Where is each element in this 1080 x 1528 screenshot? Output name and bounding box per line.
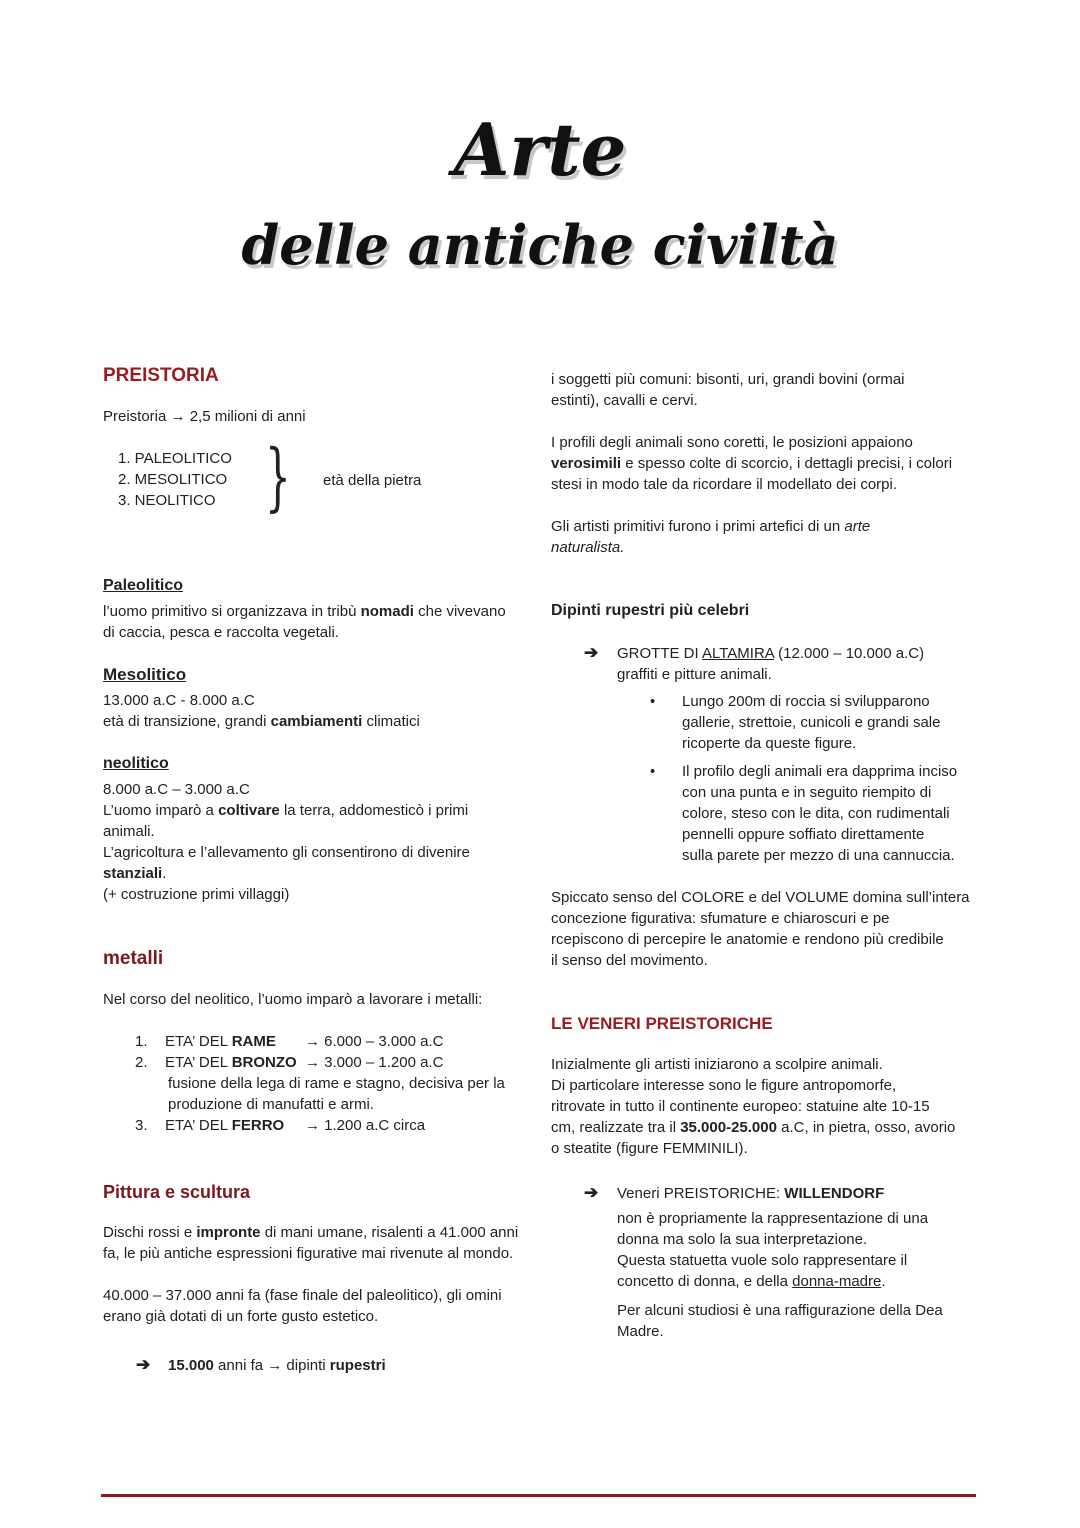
brace-label: età della pietra xyxy=(323,472,422,489)
willendorf-desc: Per alcuni studiosi è una raffigurazione della Dea xyxy=(617,1302,943,1319)
heading-metalli: metalli xyxy=(103,948,164,969)
neolitico-text: animali. xyxy=(103,823,155,840)
willendorf-desc: concetto di donna, e della donna-madre. xyxy=(617,1273,886,1290)
list-item: 3. ETA’ DEL FERRO xyxy=(135,1117,285,1134)
willendorf-desc: non è propriamente la rappresentazione di una xyxy=(617,1210,929,1227)
dipinti-para: concezione figurativa: sfumature e chiaroscuri e pe xyxy=(551,910,890,927)
bullet-text: sulla parete per mezzo di una cannuccia. xyxy=(682,847,955,864)
pittura-text: 40.000 – 37.000 anni fa (fase finale del paleolitico), gli omini xyxy=(103,1287,502,1304)
altamira-desc: graffiti e pitture animali. xyxy=(617,666,772,683)
neolitico-text: stanziali. xyxy=(103,865,167,882)
list-item-date: → 1.200 a.C circa xyxy=(305,1117,426,1134)
metalli-intro: Nel corso del neolitico, l’uomo imparò a lavorare i metalli: xyxy=(103,991,483,1008)
intro-text: I profili degli animali sono coretti, le posizioni appaiono xyxy=(551,434,913,451)
heading-paleolitico: Paleolitico xyxy=(103,577,184,594)
veneri-text: ritrovate in tutto il continente europeo: statuine alte 10-15 xyxy=(551,1098,930,1115)
altamira-item: GROTTE DI ALTAMIRA (12.000 – 10.000 a.C) xyxy=(617,645,925,662)
intro-text: estinti), cavalli e cervi. xyxy=(551,392,698,409)
list-item: 3. NEOLITICO xyxy=(118,492,216,509)
pittura-text: fa, le più antiche espressioni figurative mai rivenute al mondo. xyxy=(103,1245,514,1262)
arrow-right-icon: ➔ xyxy=(136,1355,151,1374)
pittura-text: Dischi rossi e impronte di mani umane, risalenti a 41.000 anni xyxy=(103,1224,519,1241)
list-item-date: → 3.000 – 1.200 a.C xyxy=(305,1054,444,1071)
page-title: Arte xyxy=(453,107,627,192)
heading-preistoria: PREISTORIA xyxy=(103,365,219,386)
intro-text: stesi in modo tale da ricordare il modellato dei corpi. xyxy=(551,476,898,493)
neolitico-text: L’uomo imparò a coltivare la terra, addomesticò i primi xyxy=(103,802,469,819)
veneri-text: Inizialmente gli artisti iniziarono a scolpire animali. xyxy=(551,1056,883,1073)
heading-dipinti: Dipinti rupestri più celebri xyxy=(551,602,750,619)
list-item: 2. ETA’ DEL BRONZO xyxy=(135,1054,297,1071)
veneri-text: o steatite (figure FEMMINILI). xyxy=(551,1140,748,1157)
intro-text: naturalista. xyxy=(551,539,625,556)
bullet-text: Il profilo degli animali era dapprima inciso xyxy=(682,763,958,780)
dipinti-para: rcepiscono di percepire le anatomie e rendono più credibile xyxy=(551,931,944,948)
intro-text: verosimili e spesso colte di scorcio, i dettagli precisi, i colori xyxy=(551,455,953,472)
heading-mesolitico: Mesolitico xyxy=(103,665,187,684)
bullet-text: colore, steso con le dita, con rudimentali xyxy=(682,805,950,822)
paleolitico-text: l’uomo primitivo si organizzava in tribù nomadi che vivevano xyxy=(103,603,506,620)
heading-veneri: LE VENERI PREISTORICHE xyxy=(551,1014,773,1033)
page-subtitle: delle antiche civiltà xyxy=(241,213,839,277)
mesolitico-date: 13.000 a.C - 8.000 a.C xyxy=(103,692,255,709)
bullet-text: con una punta e in seguito riempito di xyxy=(682,784,932,801)
mesolitico-text: età di transizione, grandi cambiamenti climatici xyxy=(103,713,420,730)
arrow-right-icon: ➔ xyxy=(584,643,599,662)
neolitico-text: (+ costruzione primi villaggi) xyxy=(103,886,290,903)
bullet-text: pennelli oppure soffiato direttamente xyxy=(682,826,925,843)
dipinti-para: il senso del movimento. xyxy=(551,952,708,969)
paleolitico-text: di caccia, pesca e raccolta vegetali. xyxy=(103,624,339,641)
pittura-arrow-text: 15.000 anni fa → dipinti rupestri xyxy=(168,1357,386,1374)
preistoria-intro: Preistoria → 2,5 milioni di anni xyxy=(103,408,306,425)
brace-icon: } xyxy=(265,434,291,520)
list-item: 1. PALEOLITICO xyxy=(118,450,232,467)
veneri-text: Di particolare interesse sono le figure antropomorfe, xyxy=(551,1077,897,1094)
list-item: 1. ETA’ DEL RAME xyxy=(135,1033,276,1050)
heading-pittura: Pittura e scultura xyxy=(103,1182,251,1202)
dipinti-para: Spiccato senso del COLORE e del VOLUME domina sull’intera xyxy=(551,889,970,906)
willendorf-desc: Questa statuetta vuole solo rappresentare il xyxy=(617,1252,908,1269)
heading-neolitico: neolitico xyxy=(103,755,169,772)
arrow-right-icon: ➔ xyxy=(584,1183,599,1202)
list-item-desc: fusione della lega di rame e stagno, decisiva per la xyxy=(168,1075,505,1092)
footer-divider xyxy=(101,1494,976,1497)
intro-text: i soggetti più comuni: bisonti, uri, grandi bovini (ormai xyxy=(551,371,905,388)
veneri-text: cm, realizzate tra il 35.000-25.000 a.C, in pietra, osso, avorio xyxy=(551,1119,956,1136)
pittura-text: erano già dotati di un forte gusto estetico. xyxy=(103,1308,379,1325)
neolitico-date: 8.000 a.C – 3.000 a.C xyxy=(103,781,250,798)
bullet-text: Lungo 200m di roccia si svilupparono xyxy=(682,693,930,710)
intro-text: Gli artisti primitivi furono i primi artefici di un arte xyxy=(551,518,871,535)
bullet-icon: • xyxy=(650,693,656,710)
bullet-icon: • xyxy=(650,763,656,780)
bullet-text: ricoperte da queste figure. xyxy=(682,735,857,752)
willendorf-desc: donna ma solo la sua interpretazione. xyxy=(617,1231,868,1248)
list-item-desc: produzione di manufatti e armi. xyxy=(168,1096,374,1113)
list-item: 2. MESOLITICO xyxy=(118,471,228,488)
bullet-text: gallerie, strettoie, cunicoli e grandi sale xyxy=(682,714,941,731)
willendorf-item: Veneri PREISTORICHE: WILLENDORF xyxy=(617,1185,885,1202)
willendorf-desc: Madre. xyxy=(617,1323,664,1340)
neolitico-text: L’agricoltura e l’allevamento gli consentirono di divenire xyxy=(103,844,470,861)
list-item-date: → 6.000 – 3.000 a.C xyxy=(305,1033,444,1050)
